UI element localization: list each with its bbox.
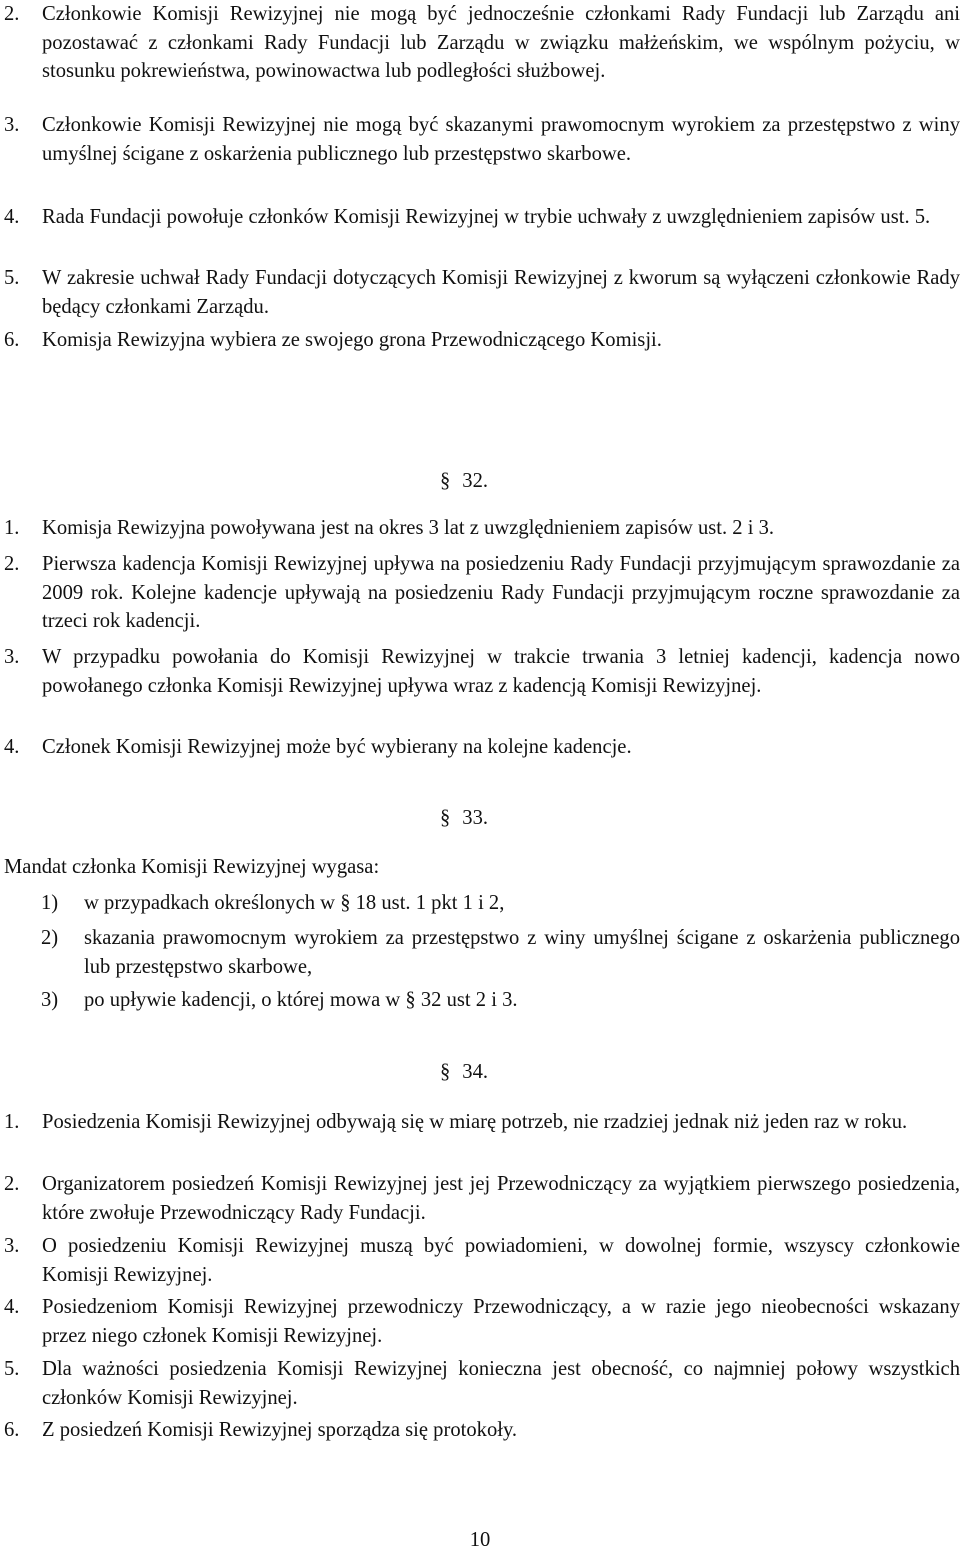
paragraph-mark: §	[440, 470, 451, 492]
list-item	[4, 1416, 960, 1445]
page-number: 10	[469, 1529, 491, 1551]
item-number: 5.	[4, 267, 20, 289]
paragraph-mark: §	[440, 807, 451, 829]
list-item	[4, 1108, 960, 1137]
item-number: 3.	[4, 114, 20, 136]
item-text: w przypadkach określonych w § 18 ust. 1 pkt 1 i 2,	[84, 892, 505, 914]
item-number: 3.	[4, 1235, 20, 1257]
item-number: 4.	[4, 206, 20, 228]
item-number: 2.	[4, 1173, 20, 1195]
item-number: 4.	[4, 736, 20, 758]
list-item	[4, 514, 960, 543]
item-number: 2.	[4, 553, 20, 575]
item-text: Posiedzenia Komisji Rewizyjnej odbywają się w miarę potrzeb, nie rzadziej jednak niż jeden raz w roku.	[42, 1111, 908, 1133]
list-item	[4, 326, 960, 355]
list-item	[4, 203, 960, 232]
list-item	[4, 986, 960, 1015]
item-text: Członkowie Komisji Rewizyjnej nie mogą być skazanymi prawomocnym wyrokiem za przestępstwo z winy umyślnej ścigane z oskarżenia publicznego lub przestępstwo skarbowe.	[42, 114, 960, 165]
section-number: 32.	[462, 470, 489, 492]
item-number: 6.	[4, 329, 20, 351]
list-item	[4, 1355, 960, 1412]
section-heading	[440, 1058, 560, 1087]
list-item	[4, 1170, 960, 1227]
item-text: W przypadku powołania do Komisji Rewizyjnej w trakcie trwania 3 letniej kadencji, kadencja nowo powołanego członka Komisji Rewizyjnej upływa wraz z kadencją Komisji Rewizyjnej.	[42, 646, 960, 697]
section-number: 33.	[462, 807, 489, 829]
list-item	[4, 1232, 960, 1289]
item-text: Członek Komisji Rewizyjnej może być wybierany na kolejne kadencje.	[42, 736, 632, 758]
list-item	[4, 264, 960, 321]
item-number: 2)	[41, 927, 59, 949]
item-number: 1.	[4, 1111, 20, 1133]
section-heading	[440, 467, 560, 496]
item-text: Rada Fundacji powołuje członków Komisji Rewizyjnej w trybie uchwały z uwzględnieniem zapisów ust. 5.	[42, 206, 931, 228]
list-item	[4, 733, 960, 762]
item-text: Pierwsza kadencja Komisji Rewizyjnej upływa na posiedzeniu Rady Fundacji przyjmującym sprawozdanie za 2009 rok. Kolejne kadencje upływają na posiedzeniu Rady Fundacji przyjmującym roczne sprawozdanie za trzeci rok kadencji.	[42, 553, 960, 632]
item-text: Posiedzeniom Komisji Rewizyjnej przewodniczy Przewodniczący, a w razie jego nieobecności wskazany przez niego członek Komisji Rewizyjnej.	[42, 1296, 960, 1347]
item-text: Członkowie Komisji Rewizyjnej nie mogą być jednocześnie członkami Rady Fundacji lub Zarządu ani pozostawać z członkami Rady Fundacji lub Zarządu w związku małżeńskim, we wspólnym pożyciu, w stosunku pokrewieństwa, powinowactwa lub podległości służbowej.	[42, 3, 960, 82]
list-item	[4, 0, 960, 86]
item-number: 3)	[41, 989, 59, 1011]
list-item	[4, 1293, 960, 1350]
list-item	[4, 924, 960, 981]
list-item	[4, 643, 960, 700]
item-text: Dla ważności posiedzenia Komisji Rewizyjnej konieczna jest obecność, co najmniej połowy wszystkich członków Komisji Rewizyjnej.	[42, 1358, 960, 1409]
list-item	[4, 889, 960, 918]
item-number: 6.	[4, 1419, 20, 1441]
item-number: 1.	[4, 517, 20, 539]
item-number: 5.	[4, 1358, 20, 1380]
item-text: Organizatorem posiedzeń Komisji Rewizyjnej jest jej Przewodniczący za wyjątkiem pierwszego posiedzenia, które zwołuje Przewodniczący Rady Fundacji.	[42, 1173, 960, 1224]
item-number: 3.	[4, 646, 20, 668]
list-item	[4, 550, 960, 636]
item-text: skazania prawomocnym wyrokiem za przestępstwo z winy umyślnej ścigane z oskarżenia publicznego lub przestępstwo skarbowe,	[84, 927, 960, 978]
section-heading	[440, 804, 560, 833]
paragraph-mark: §	[440, 1061, 451, 1083]
item-text: O posiedzeniu Komisji Rewizyjnej muszą być powiadomieni, w dowolnej formie, wszyscy członkowie Komisji Rewizyjnej.	[42, 1235, 960, 1286]
item-text: Komisja Rewizyjna powoływana jest na okres 3 lat z uwzględnieniem zapisów ust. 2 i 3.	[42, 517, 775, 539]
item-text: Z posiedzeń Komisji Rewizyjnej sporządza się protokoły.	[42, 1419, 518, 1441]
item-number: 4.	[4, 1296, 20, 1318]
item-text: po upływie kadencji, o której mowa w § 32 ust 2 i 3.	[84, 989, 518, 1011]
item-text: Komisja Rewizyjna wybiera ze swojego grona Przewodniczącego Komisji.	[42, 329, 662, 351]
item-number: 1)	[41, 892, 59, 914]
section-intro: Mandat członka Komisji Rewizyjnej wygasa:	[4, 856, 380, 878]
list-item	[4, 111, 960, 168]
item-number: 2.	[4, 3, 20, 25]
item-text: W zakresie uchwał Rady Fundacji dotyczących Komisji Rewizyjnej z kworum są wyłączeni członkowie Rady będący członkami Zarządu.	[42, 267, 960, 318]
section-number: 34.	[462, 1061, 489, 1083]
